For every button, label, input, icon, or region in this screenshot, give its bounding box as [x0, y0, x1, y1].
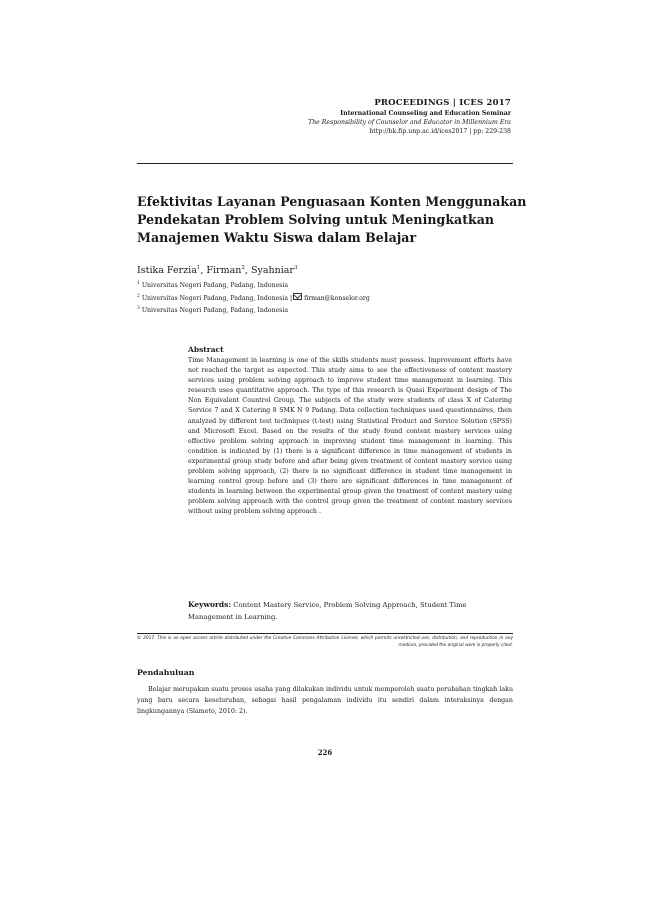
- author-name: Istika Ferzia: [137, 265, 197, 277]
- author-name: Syahniar: [250, 265, 294, 277]
- author-separator: ,: [244, 265, 251, 277]
- author-name: Firman: [206, 265, 242, 277]
- proceedings-header: [308, 98, 511, 135]
- header-divider: [137, 163, 513, 164]
- title-line-3: Manajemen Waktu Siswa dalam Belajar: [137, 230, 417, 245]
- title-line-1: Efektivitas Layanan Penguasaan Konten Menggunakan: [137, 194, 527, 209]
- author-sup: 3: [293, 265, 298, 271]
- author-sup: 1: [196, 265, 201, 271]
- affiliation-text: Universitas Negeri Padang, Padang, Indonesia: [141, 307, 289, 315]
- section-paragraph: Belajar merupakan suatu proses usaha yang dilakukan individu untuk memperoleh suatu perubahan tingkah laku yang baru secara keseluruhan, sebagai hasil pengalaman individu itu sendiri dalam interaksinya dengan lingkungannya (Slameto, 2010: 2).: [137, 686, 513, 716]
- title-line-2: Pendekatan Problem Solving untuk Meningkatkan: [137, 212, 495, 227]
- affiliation-text: Universitas Negeri Padang, Padang, Indonesia: [141, 282, 289, 290]
- keywords-label: Keywords:: [188, 600, 232, 609]
- email-link[interactable]: firman@konselor.org: [304, 294, 370, 302]
- affiliation-sup: 2: [137, 293, 140, 299]
- section-heading: Pendahuluan: [137, 668, 195, 677]
- abstract-body: Time Management in learning is one of the skills students must possess. Improvement efforts have not reached the target as expected. This study aims to see the effectiveness of content mastery services using problem solving approach to improve student time management in learning. This research uses quantitative approach. The type of this research is Quasi Experiment design of The Non Equivalent Countrol Group. The subjects of the study were students of class X of Catering Service 7 and X Catering 8 SMK N 9 Padang. Data collection techniques used questionnaires, then analyzed by different test techniques (t-test) using Statistical Product and Service Solution (SPSS) and Microsoft Excel. Based on the results of the study found content mastery services using effective problem solving approach in improving student time management in learning. This condition is indicated by (1) there is a significant difference in time management of students in experimental group study before and after being given treatment of content mastery service using problem solving approach, (2) there is no significant difference in student time management in learning control group before and (3) there are significant differences in time management of students in learning between the experimental group given the treatment of content mastery using problem solving approach with the control group given the treatment of content mastery services without using problem solving approach .: [188, 357, 512, 516]
- license-notice: © 2017. This is an open access article distributed under the Creative Commons Attribution License, which permits unrestricted use, distribution, and reproduction in any medium, provided the original work is properly cited.: [137, 636, 513, 648]
- affiliation-1: [137, 279, 370, 292]
- seminar-theme: The Responsibility of Counselor and Educator in Millennium Era: [308, 119, 511, 126]
- affiliation-2: [137, 292, 370, 305]
- affiliation-3: [137, 304, 370, 317]
- keywords: [188, 599, 512, 623]
- affiliation-text: Universitas Negeri Padang, Padang, Indonesia |: [141, 294, 293, 302]
- affiliation-sup: 3: [137, 306, 140, 312]
- affiliation-sup: 1: [137, 281, 140, 286]
- author-list: [137, 265, 297, 276]
- author-sup: 2: [241, 265, 245, 271]
- page-number: 226: [317, 748, 333, 757]
- seminar-url-pages: http://bk.fip.unp.ac.id/ices2017 | pp: 229-238: [369, 128, 511, 135]
- keywords-text: Content Mastery Service, Problem Solving Approach, Student Time Management in Learning.: [188, 601, 467, 621]
- proceedings-label: PROCEEDINGS | ICES 2017: [374, 98, 511, 108]
- license-divider: [137, 633, 513, 634]
- affiliation-list: [137, 279, 370, 317]
- paper-title: [137, 193, 527, 247]
- abstract-heading: Abstract: [188, 345, 224, 354]
- author-separator: ,: [200, 265, 207, 277]
- seminar-name: International Counseling and Education Seminar: [340, 110, 511, 117]
- mail-icon: [293, 293, 302, 300]
